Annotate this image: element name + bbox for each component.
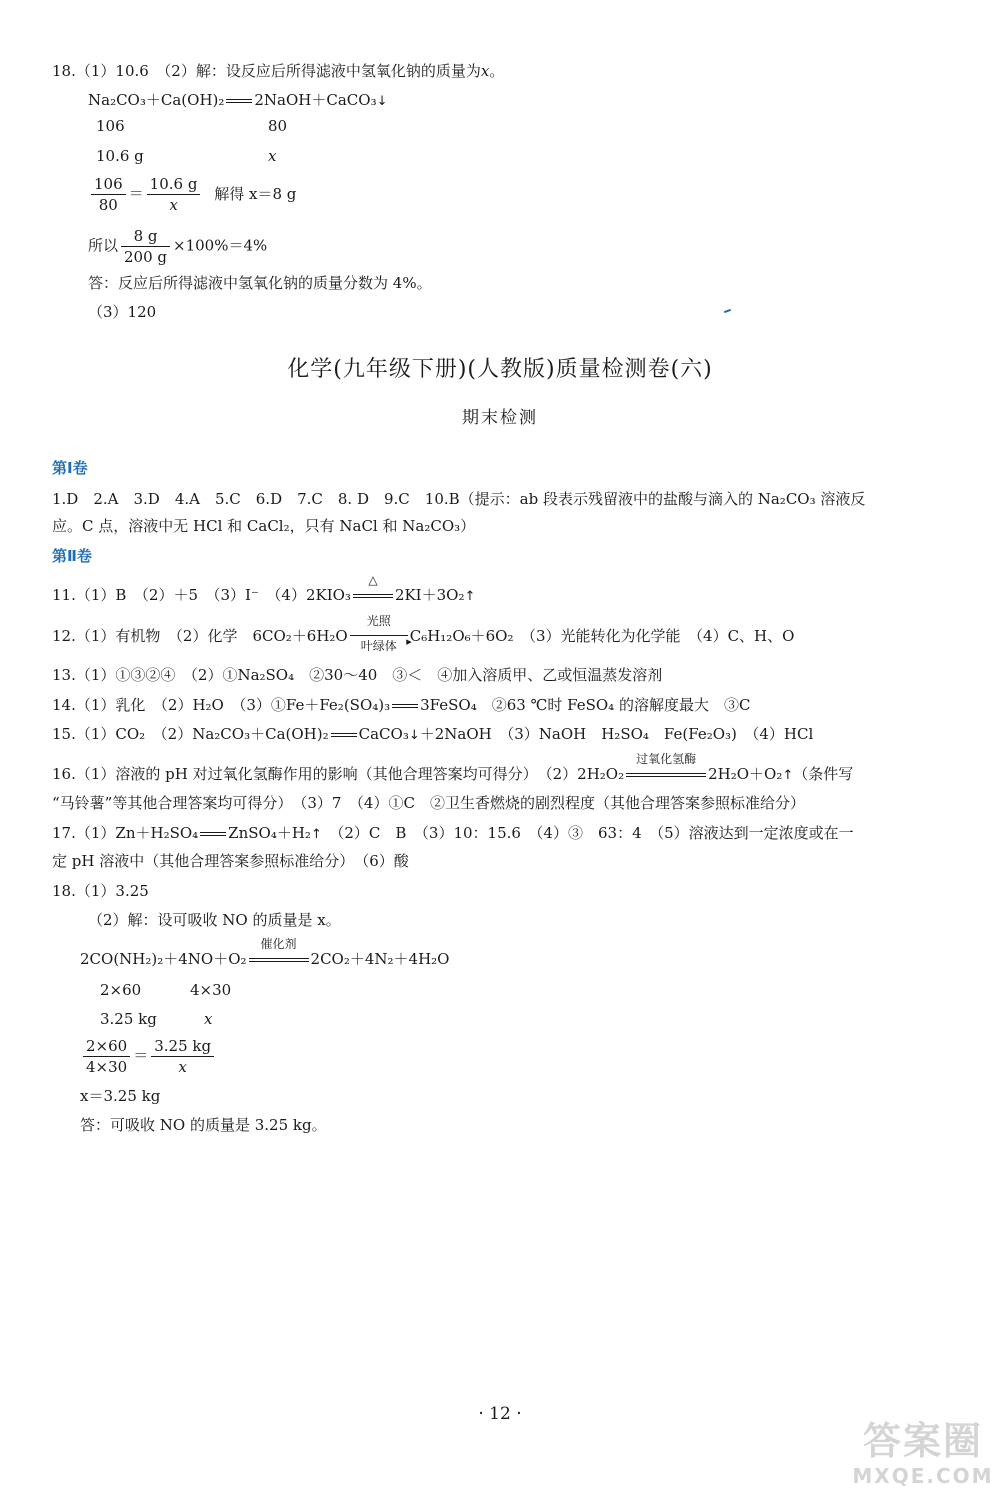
q17-answer-line1: 17.（1）Zn＋H₂SO₄ ZnSO₄＋H₂↑ （2）C B （3）10：15.6 （4）③ 63：4 （5）溶液达到一定浓度或在一 <box>52 822 940 846</box>
prev-answer: 答：反应后所得滤液中氢氧化钠的质量分数为 4%。 <box>88 274 432 292</box>
prev-q18-line1: 18.（1）10.6 （2）解：设反应后所得滤液中氢氧化钠的质量为x。 <box>52 62 505 80</box>
q16-answer-line2: “马铃薯”等其他合理答案均可得分） （3）7 （4）①C ②卫生香燃烧的剧烈程度（其他合理答案参照标准给分） <box>52 794 805 812</box>
prev-mass-106: 106 <box>96 117 125 135</box>
q16-answer-line1: 16.（1）溶液的 pH 对过氧化氢酶作用的影响（其他合理答案均可得分） （2）2H₂O₂ 过氧化氢酶 2H₂O＋O₂↑（条件写 <box>52 752 854 783</box>
q15-answer: 15.（1）CO₂ （2）Na₂CO₃＋Ca(OH)₂ CaCO₃↓＋2NaOH （3）NaOH H₂SO₄ Fe(Fe₂O₃) （4）HCl <box>52 723 940 747</box>
watermark-logo: 答案圈 MXQE.COM <box>852 1419 994 1488</box>
q18-part2: （2）解：设可吸收 NO 的质量是 x。 <box>88 911 341 929</box>
q18-value-kg: 3.25 kg <box>100 1010 157 1028</box>
prev-value-x: x <box>268 147 277 165</box>
q18-mass-4x30: 4×30 <box>190 981 232 999</box>
section-2-heading: 第Ⅱ卷 <box>52 547 92 565</box>
exam-title: 化学(九年级下册)(人教版)质量检测卷(六) <box>287 357 713 382</box>
q18-answer: 答：可吸收 NO 的质量是 3.25 kg。 <box>80 1116 327 1134</box>
q18-equation: 2CO(NH₂)₂＋4NO＋O₂ 催化剂 2CO₂＋4N₂＋4H₂O <box>80 937 450 968</box>
mc-answers-line1: 1.D 2.A 3.D 4.A 5.C 6.D 7.C 8. D 9.C 10.B（提示：ab 段表示残留液中的盐酸与滴入的 Na₂CO₃ 溶液反 <box>52 490 866 508</box>
q18-value-x: x <box>204 1010 213 1028</box>
prev-value-10-6: 10.6 g <box>96 147 144 165</box>
page-number: · 12 · <box>478 1404 522 1424</box>
q18-ratio: $\frac{2\times 60}{4\times 30}$ ＝ $\frac{3.25 kg}{x}$ <box>80 1036 940 1077</box>
prev-part3: （3）120 <box>88 303 157 321</box>
prev-ratio: $\frac{106}{80}$ ＝ $\frac{10.6 g}{x}$ 解得 x＝8 g <box>88 174 940 215</box>
q18-solve: x＝3.25 kg <box>80 1087 161 1105</box>
q11-answer: 11.（1）B （2）＋5 （3）I⁻ （4）2KIO₃ △ 2KI＋3O₂↑ <box>52 573 476 604</box>
q12-answer: 12.（1）有机物 （2）化学 6CO₂＋6H₂O 光照 ▸ 叶绿体 C₆H₁₂O₆＋6O₂ （3）光能转化为化学能 （4）C、H、O <box>52 614 795 653</box>
prev-mass-80: 80 <box>268 117 288 135</box>
exam-subtitle: 期末检测 <box>462 408 538 428</box>
q17-answer-line2: 定 pH 溶液中（其他合理答案参照标准给分） （6）酸 <box>52 852 409 870</box>
q14-answer: 14.（1）乳化 （2）H₂O （3）①Fe＋Fe₂(SO₄)₃ 3FeSO₄ ②63 ℃时 FeSO₄ 的溶解度最大 ③C <box>52 694 940 717</box>
q13-answer: 13.（1）①③②④ （2）①Na₂SO₄ ②30～40 ③＜ ④加入溶质甲、乙或恒温蒸发溶剂 <box>52 666 663 684</box>
mc-answers-line2: 应。C 点，溶液中无 HCl 和 CaCl₂，只有 NaCl 和 Na₂CO₃） <box>52 517 476 535</box>
prev-percentage: 所以 $\frac{8 g}{200 g}$ ×100%＝4% <box>88 227 268 266</box>
q18-mass-2x60: 2×60 <box>100 981 142 999</box>
prev-equation: Na₂CO₃＋Ca(OH)₂ 2NaOH＋CaCO₃↓ <box>88 89 940 113</box>
section-1-heading: 第Ⅰ卷 <box>52 459 88 477</box>
q18-part1: 18.（1）3.25 <box>52 882 149 900</box>
